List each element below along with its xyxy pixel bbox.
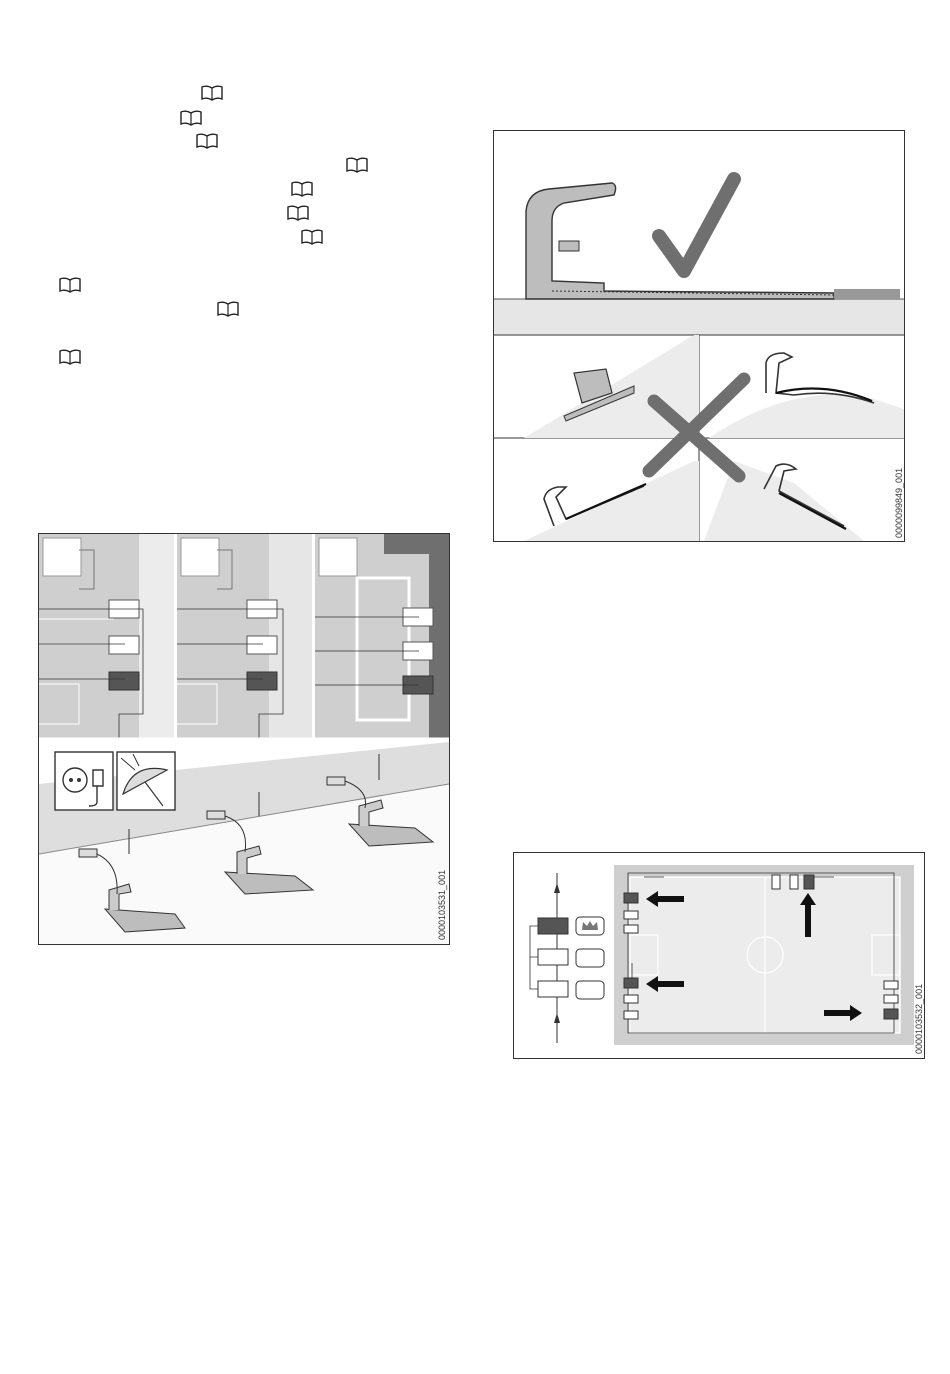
field-layout-illustration [514, 853, 924, 1058]
figure-code: 0000103532_001 [914, 983, 924, 1054]
power-socket-icon [55, 752, 113, 810]
book-reference-icon [301, 229, 323, 245]
stations-wall-illustration [39, 534, 449, 944]
figure-docking-placement [493, 130, 905, 542]
panel-3 [315, 534, 449, 738]
book-reference-icon [180, 110, 202, 126]
grass-strip [834, 289, 900, 299]
book-reference-icon [346, 157, 368, 173]
figure-code: 0000103531_001 [437, 869, 447, 940]
book-reference-icon [59, 349, 81, 365]
figure-stations-wall [38, 533, 450, 945]
figure-field-layout [513, 852, 925, 1059]
docking-placement-illustration [494, 131, 904, 541]
book-reference-icon [201, 85, 223, 101]
book-reference-icon [196, 133, 218, 149]
book-reference-icon [287, 205, 309, 221]
docking-station-level [526, 183, 834, 299]
panel-1 [39, 534, 175, 738]
book-reference-icon [217, 301, 239, 317]
figure-code: 0000099849_001 [894, 467, 904, 538]
book-reference-icon [59, 277, 81, 293]
umbrella-sun-icon [117, 752, 175, 810]
checkmark-icon [659, 179, 734, 271]
panel-2 [177, 534, 313, 738]
station-stack [530, 873, 604, 1043]
book-reference-icon [291, 181, 313, 197]
